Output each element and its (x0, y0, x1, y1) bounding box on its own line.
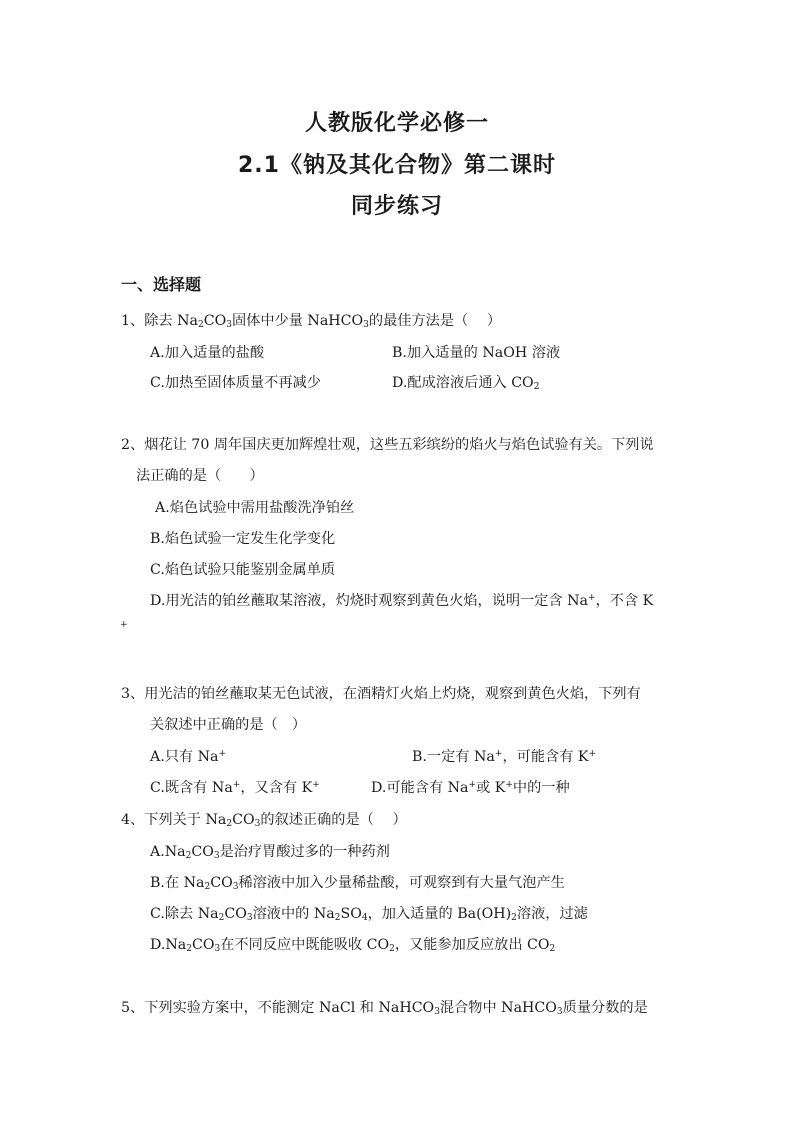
q3-c-text1: C.既含有 Na (150, 780, 233, 796)
q4-c-2: 2 (218, 913, 225, 923)
q3-c-text2: ，又含有 K (240, 780, 313, 796)
question-3-option-d (371, 778, 570, 798)
q1-d-text: D.配成溶液后通入 CO (392, 375, 534, 391)
question-2-stem-line1: 2、烟花让 70 周年国庆更加辉煌壮观，这些五彩缤纷的焰火与焰色试验有关。下列说 (121, 437, 654, 453)
q5-sub-b: 3 (434, 1007, 440, 1017)
q3-b-text2: ，可能含有 K (502, 749, 589, 765)
q4-c-9: ，加入适量的 Ba(OH) (367, 906, 512, 922)
q4-d-7: ，又能参加反应放出 CO (394, 937, 550, 953)
q1-text-c: CO (203, 313, 227, 329)
q1-text-a: 1、除去 Na (121, 313, 198, 329)
q4-c-11: 溶液，过滤 (516, 906, 588, 922)
q3-b-sup1: + (494, 749, 503, 759)
q3-d-text3: 中的一种 (512, 780, 570, 796)
q4-a-1: A.Na (150, 844, 186, 860)
question-3-option-b (412, 747, 596, 767)
q4-text-e: 的叙述正确的是（ ） (260, 812, 407, 828)
question-3-stem-line2: 关叙述中正确的是（ ） (150, 717, 307, 733)
q3-b-sup2: + (588, 749, 597, 759)
q3-a-sup: + (218, 749, 227, 759)
section-heading-choice: 一、选择题 (121, 275, 202, 294)
q5-text-c: 混合物中 NaHCO (439, 1000, 557, 1016)
question-1-option-c: C.加热至固体质量不再减少 (150, 375, 321, 391)
question-4-option-c (150, 904, 588, 924)
q5-sub-d: 3 (556, 1007, 563, 1017)
q4-a-3: CO (191, 844, 214, 860)
q1-sub-b: 2 (197, 320, 204, 330)
q4-b-4: 3 (232, 882, 239, 892)
question-1-option-a: A.加入适量的盐酸 (150, 345, 265, 361)
q3-d-sup1: + (468, 780, 477, 790)
q2-d-sup2: + (120, 620, 128, 630)
q3-a-text: A.只有 Na (150, 749, 219, 765)
q3-b-text1: B.一定有 Na (412, 749, 495, 765)
q3-d-sup2: + (505, 780, 513, 790)
question-2-option-d-wrap (120, 618, 128, 638)
question-1-option-d (392, 373, 539, 393)
q4-c-3: CO (224, 906, 247, 922)
q4-c-7: SO (340, 906, 362, 922)
q2-d-text2: ，不含 K (595, 593, 654, 609)
document-title-line1: 人教版化学必修一 (304, 111, 489, 136)
question-5-stem (121, 998, 648, 1018)
question-2-stem-line2: 法正确的是（ ） (136, 468, 264, 484)
q4-d-4: 3 (214, 944, 221, 954)
q4-b-1: B.在 Na (150, 875, 205, 891)
question-3-stem-line1: 3、用光洁的铂丝蘸取某无色试液，在酒精灯火焰上灼烧，观察到黄色火焰，下列有 (121, 686, 641, 702)
q3-d-text1: D.可能含有 Na (371, 780, 469, 796)
q1-sub-f: 3 (363, 320, 369, 330)
q1-text-g: 的最佳方法是（ ） (368, 313, 502, 329)
q1-d-sub: 2 (533, 382, 540, 392)
question-2-option-b: B.焰色试验一定发生化学变化 (150, 531, 336, 547)
q1-sub-d: 3 (226, 320, 232, 330)
question-4-option-b (150, 873, 565, 893)
q5-text-a: 5、下列实验方案中，不能测定 NaCl 和 NaHCO (121, 1000, 435, 1016)
q4-c-1: C.除去 Na (150, 906, 219, 922)
document-title-line2: 2.1《钠及其化合物》第二课时 (238, 153, 556, 178)
question-2-option-a: A.焰色试验中需用盐酸洗净铂丝 (155, 500, 355, 516)
q4-a-5: 是治疗胃酸过多的一种药剂 (219, 844, 390, 860)
q4-c-5: 溶液中的 Na (252, 906, 335, 922)
q2-d-text1: D.用光洁的铂丝蘸取某溶液，灼烧时观察到黄色火焰，说明一定含 Na (150, 593, 589, 609)
question-4-option-a (150, 842, 390, 862)
q4-c-10: 2 (511, 913, 517, 923)
q4-d-2: 2 (186, 944, 192, 954)
q3-c-sup2: + (312, 780, 320, 790)
q4-sub-b: 2 (226, 819, 233, 829)
q1-text-e: 固体中少量 NaHCO (231, 313, 364, 329)
q4-c-8: 4 (361, 913, 368, 923)
question-4-stem (121, 810, 407, 830)
q2-d-sup1: + (588, 593, 596, 603)
q5-text-e: 质量分数的是 (562, 1000, 648, 1016)
q4-b-3: CO (210, 875, 233, 891)
q4-c-4: 3 (246, 913, 253, 923)
q3-c-sup1: + (232, 780, 241, 790)
q4-d-5: 在不同反应中既能吸收 CO (220, 937, 390, 953)
q4-a-2: 2 (185, 851, 192, 861)
q4-sub-d: 3 (254, 819, 261, 829)
question-2-option-d (150, 591, 653, 611)
q4-c-6: 2 (334, 913, 341, 923)
q4-b-2: 2 (204, 882, 211, 892)
question-1-stem (121, 311, 501, 331)
q4-d-3: CO (192, 937, 215, 953)
question-3-option-a (150, 747, 226, 767)
document-title-line3: 同步练习 (350, 194, 443, 219)
q4-d-8: 2 (549, 944, 556, 954)
q4-d-1: D.Na (150, 937, 187, 953)
q4-a-4: 3 (213, 851, 220, 861)
question-3-option-c (150, 778, 320, 798)
q4-text-a: 4、下列关于 Na (121, 812, 227, 828)
question-1-option-b: B.加入适量的 NaOH 溶液 (392, 345, 561, 361)
question-2-option-c: C.焰色试验只能鉴别金属单质 (150, 562, 336, 578)
q4-b-5: 稀溶液中加入少量稀盐酸，可观察到有大量气泡产生 (238, 875, 565, 891)
q3-d-text2: 或 K (476, 780, 506, 796)
q4-d-6: 2 (389, 944, 395, 954)
question-4-option-d (150, 935, 555, 955)
q4-text-c: CO (232, 812, 255, 828)
